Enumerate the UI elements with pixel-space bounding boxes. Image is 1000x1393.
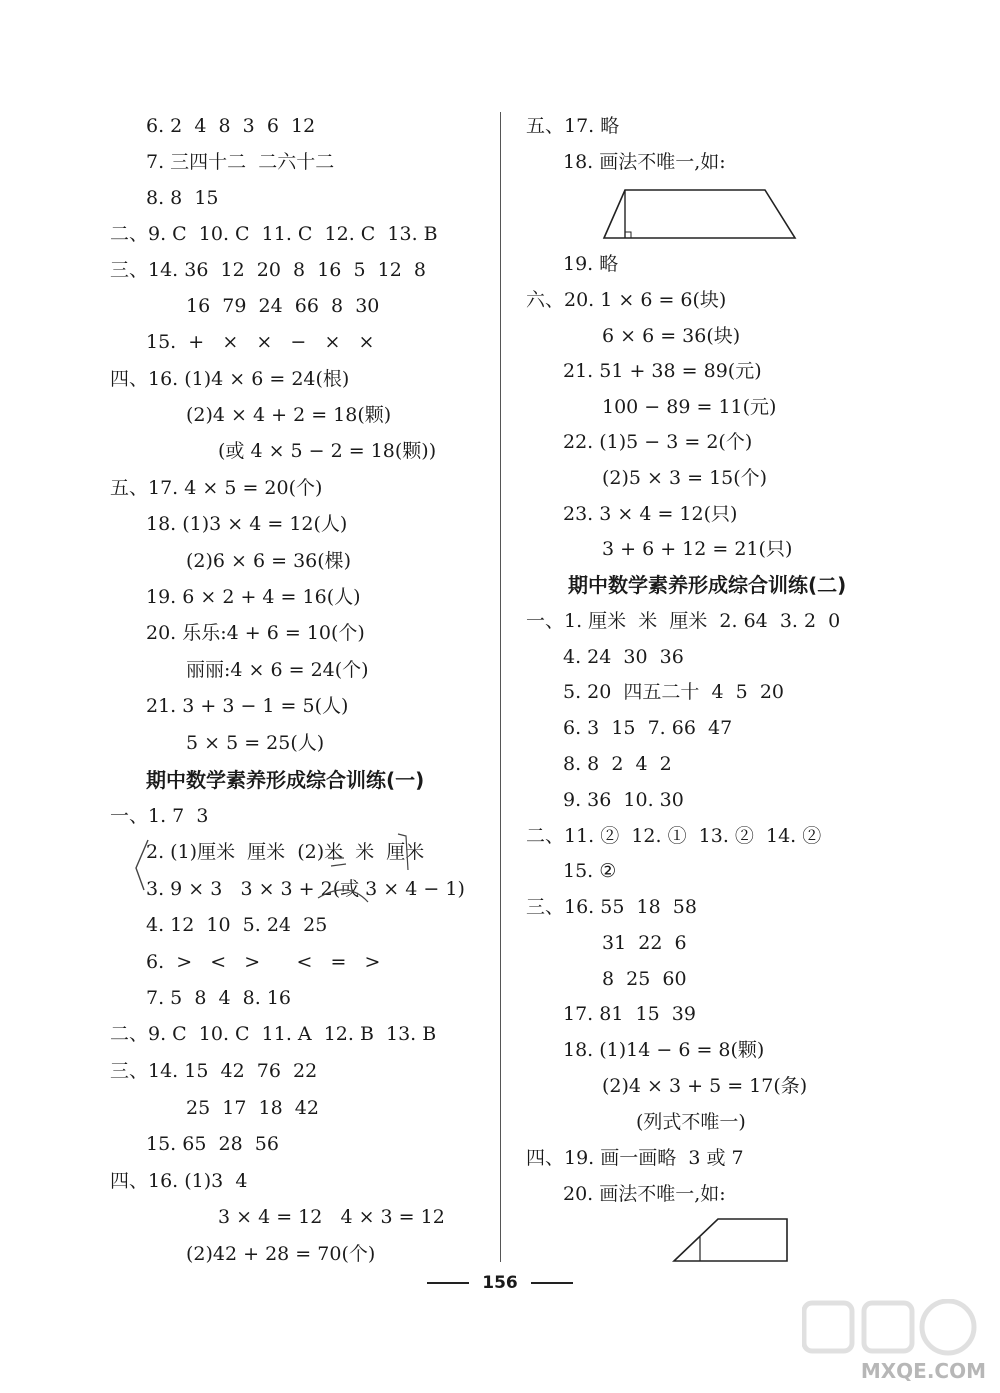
answer-line: (2)4 × 4 + 2 = 18(颗) (186, 404, 392, 426)
answer-line: 19. 略 (563, 253, 619, 275)
answer-line: 二、11. ② 12. ① 13. ② 14. ② (526, 825, 822, 847)
answer-line: 6. > < > < = > (146, 951, 381, 973)
answer-line: 8 25 60 (602, 968, 687, 990)
answer-line: (或 4 × 5 − 2 = 18(颗)) (218, 440, 437, 462)
section-title: 期中数学素养形成综合训练(二) (568, 573, 847, 597)
answer-line: 22. (1)5 − 3 = 2(个) (563, 431, 753, 453)
answer-line: (2)4 × 3 + 5 = 17(条) (602, 1075, 808, 1097)
column-divider (500, 112, 501, 1262)
answer-line: (列式不唯一) (636, 1111, 746, 1133)
answer-line: 8. 8 2 4 2 (563, 753, 672, 775)
answer-line: 四、19. 画一画略 3 或 7 (526, 1147, 744, 1169)
answer-line: 20. 乐乐:4 + 6 = 10(个) (146, 622, 365, 644)
answer-line: 3 + 6 + 12 = 21(只) (602, 538, 793, 560)
answer-line: 6. 2 4 8 3 6 12 (146, 115, 316, 137)
answer-line: 五、17. 略 (526, 115, 620, 137)
answer-line: 23. 3 × 4 = 12(只) (563, 503, 738, 525)
answer-line: 一、1. 厘米 米 厘米 2. 64 3. 2 0 (526, 610, 841, 632)
answer-line: 7. 5 8 4 8. 16 (146, 987, 292, 1009)
answer-line: 三、14. 36 12 20 8 16 5 12 8 (110, 259, 426, 281)
answer-line: 100 − 89 = 11(元) (602, 396, 777, 418)
parallelogram-figure (670, 1215, 792, 1265)
answer-line: 三、14. 15 42 76 22 (110, 1060, 318, 1082)
answer-line: 18. 画法不唯一,如: (563, 151, 726, 173)
pencil-marks (118, 828, 438, 918)
answer-line: 五、17. 4 × 5 = 20(个) (110, 477, 323, 499)
footer-rule (531, 1282, 573, 1284)
answer-line: 8. 8 15 (146, 187, 219, 209)
trapezoid-figure (600, 186, 800, 242)
answer-line: 7. 三四十二 二六十二 (146, 151, 335, 173)
section-title: 期中数学素养形成综合训练(一) (146, 768, 425, 792)
answer-line: 四、16. (1)4 × 6 = 24(根) (110, 368, 350, 390)
answer-line: 四、16. (1)3 4 (110, 1170, 248, 1192)
answer-line: 19. 6 × 2 + 4 = 16(人) (146, 586, 361, 608)
answer-line: 18. (1)14 − 6 = 8(颗) (563, 1039, 765, 1061)
page-footer (0, 1272, 1000, 1293)
answer-line: (2)5 × 3 = 15(个) (602, 467, 768, 489)
answer-line: 15. 65 28 56 (146, 1133, 279, 1155)
answer-line: (2)6 × 6 = 36(棵) (186, 550, 352, 572)
answer-line: 18. (1)3 × 4 = 12(人) (146, 513, 348, 535)
answer-line: 6. 3 15 7. 66 47 (563, 717, 733, 739)
watermark-text: MXQE.COM (860, 1359, 986, 1383)
answer-line: 二、9. C 10. C 11. A 12. B 13. B (110, 1023, 437, 1045)
answer-line: 21. 51 + 38 = 89(元) (563, 360, 762, 382)
answer-line: 丽丽:4 × 6 = 24(个) (186, 659, 369, 681)
answer-line: 3 × 4 = 12 4 × 3 = 12 (218, 1206, 445, 1228)
answer-line: 9. 36 10. 30 (563, 789, 684, 811)
answer-line: 4. 12 10 5. 24 25 (146, 914, 328, 936)
answer-line: 31 22 6 (602, 932, 687, 954)
answer-line: 15. ② (563, 860, 617, 882)
answer-line: 二、9. C 10. C 11. C 12. C 13. B (110, 223, 438, 245)
answer-line: 2. (1)厘米 厘米 (2)米 米 厘米 (146, 841, 425, 863)
answer-line: 20. 画法不唯一,如: (563, 1183, 726, 1205)
footer-rule (427, 1282, 469, 1284)
answer-line: (2)42 + 28 = 70(个) (186, 1243, 376, 1265)
answer-line: 一、1. 7 3 (110, 805, 209, 827)
answer-line: 三、16. 55 18 58 (526, 896, 697, 918)
page-number: 156 (482, 1272, 518, 1293)
answer-line: 六、20. 1 × 6 = 6(块) (526, 289, 727, 311)
answer-line: 5 × 5 = 25(人) (186, 732, 325, 754)
answer-line: 17. 81 15 39 (563, 1003, 696, 1025)
answer-line: 15. + × × − × × (146, 331, 375, 353)
answer-line: 5. 20 四五二十 4 5 20 (563, 681, 785, 703)
answer-line: 3. 9 × 3 3 × 3 + 2(或 3 × 4 − 1) (146, 878, 465, 900)
answer-line: 25 17 18 42 (186, 1097, 319, 1119)
answer-line: 6 × 6 = 36(块) (602, 325, 741, 347)
answer-line: 4. 24 30 36 (563, 646, 684, 668)
answer-line: 16 79 24 66 8 30 (186, 295, 380, 317)
answer-line: 21. 3 + 3 − 1 = 5(人) (146, 695, 349, 717)
